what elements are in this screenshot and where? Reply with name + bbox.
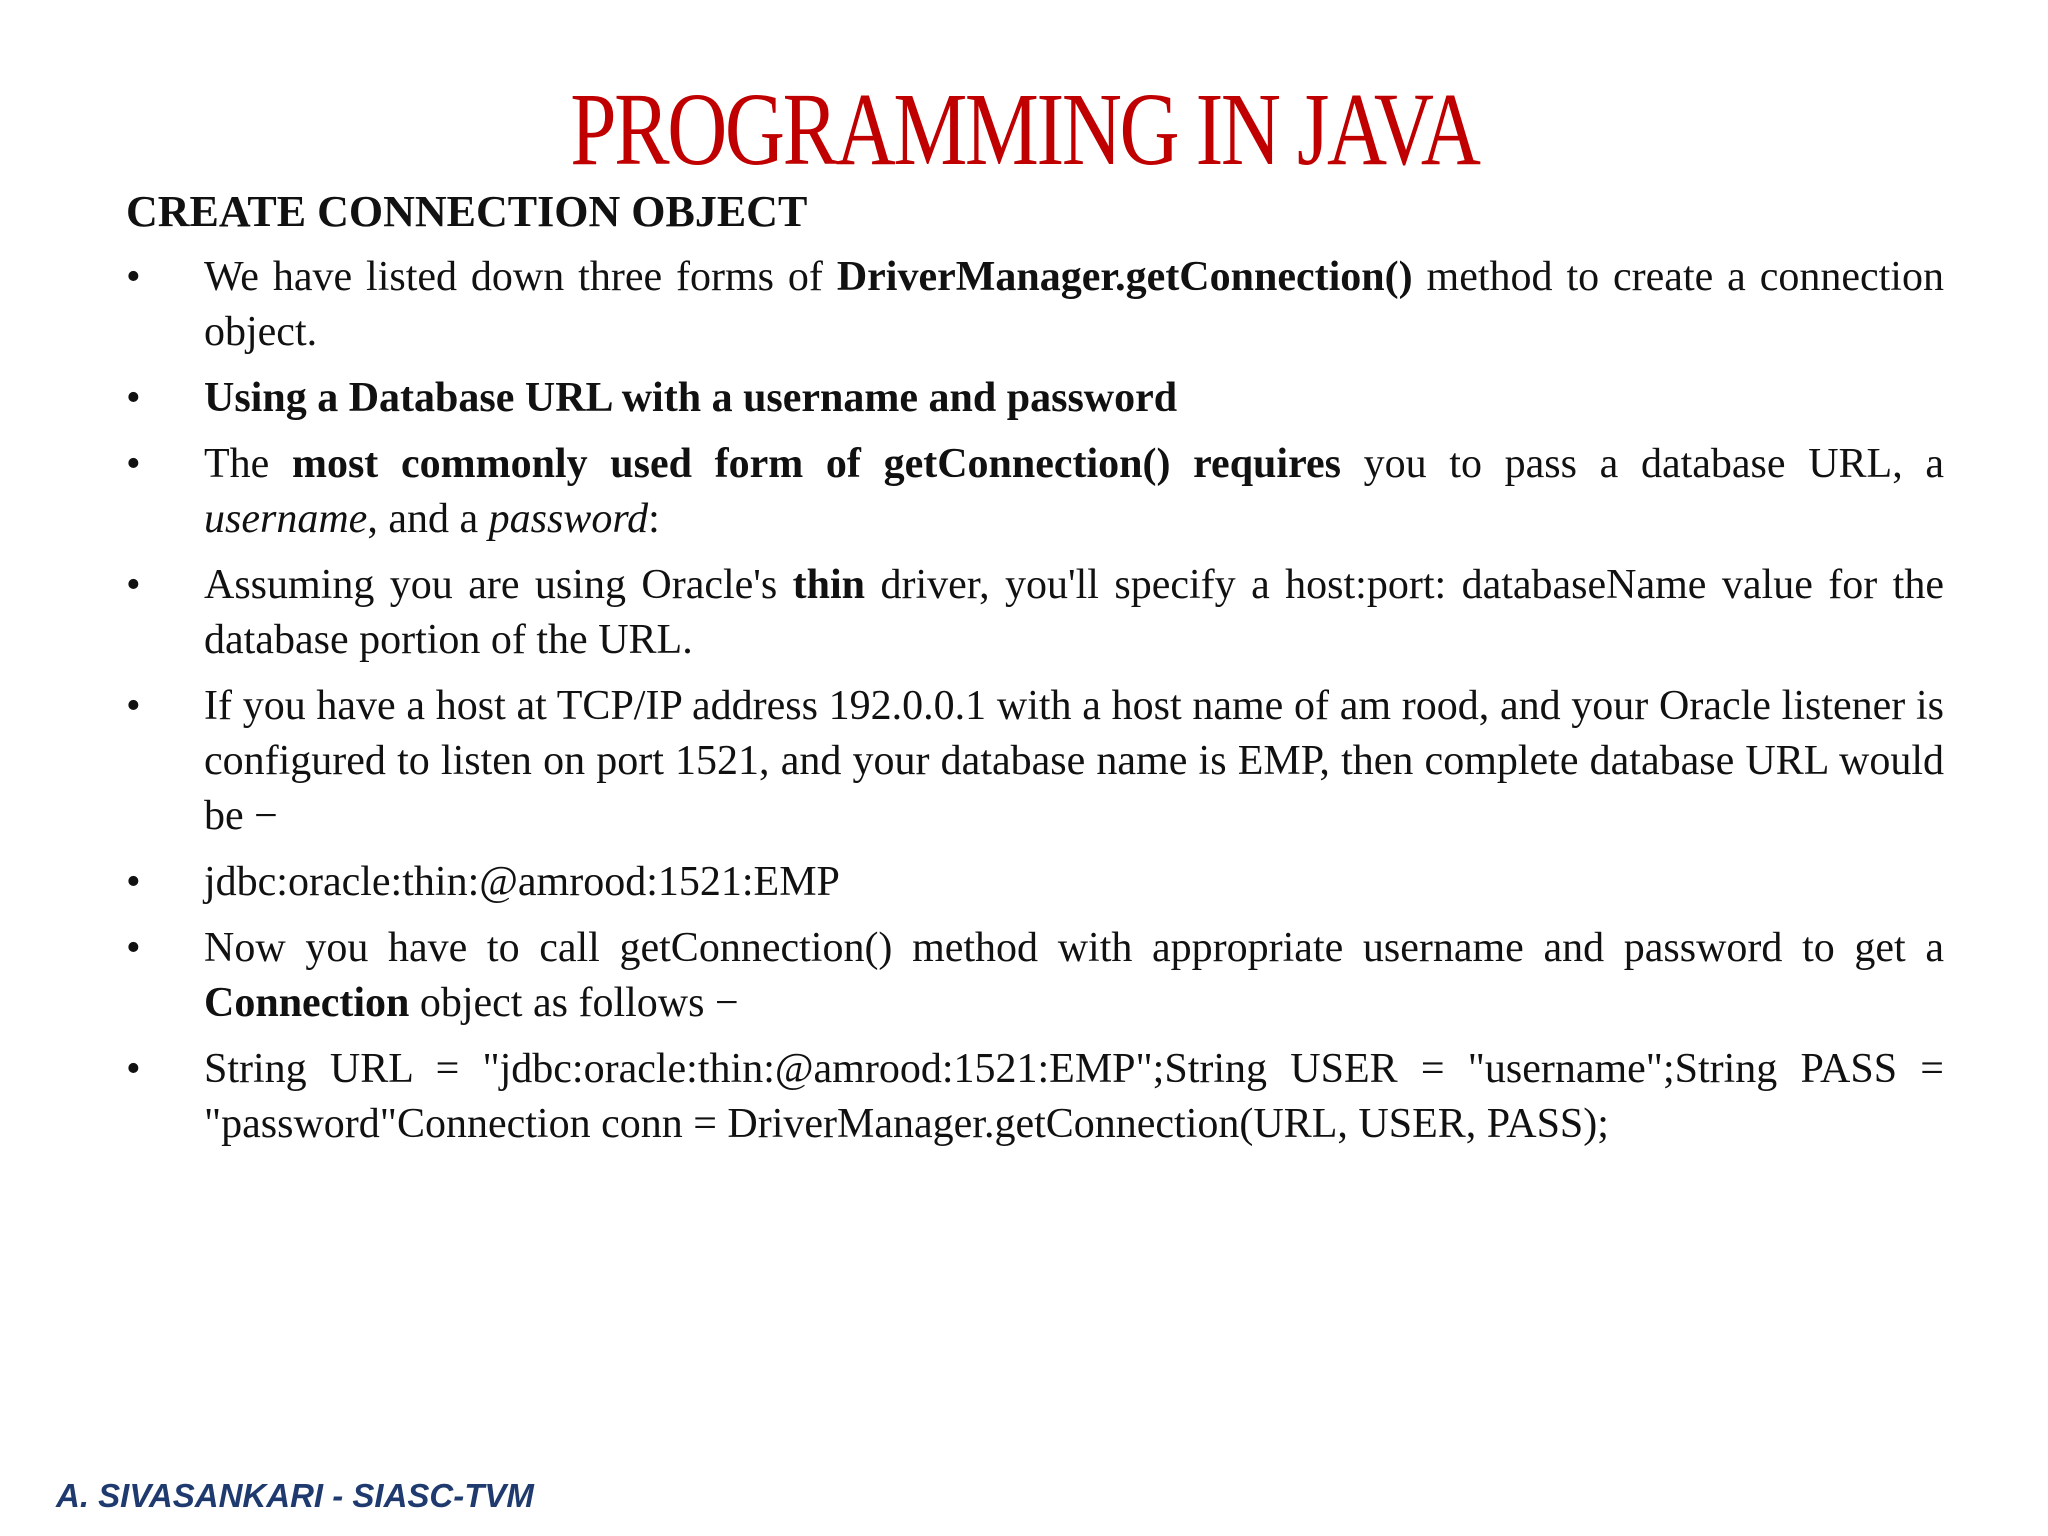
text-run: object as follows − bbox=[409, 980, 739, 1026]
text-run: method to create a connection object. bbox=[204, 254, 1944, 355]
text-run: : bbox=[648, 496, 660, 542]
bullet-icon: • bbox=[126, 562, 141, 608]
bullet-text bbox=[204, 371, 1944, 426]
text-run: The bbox=[204, 441, 292, 487]
bullet-icon: • bbox=[126, 1046, 141, 1092]
list-item bbox=[126, 250, 1944, 360]
bullet-text bbox=[204, 855, 1944, 910]
bullet-icon: • bbox=[126, 375, 141, 421]
text-run: String URL = "jdbc:oracle:thin:@amrood:1521:EMP";String USER = "username";String PASS = "password"Connection conn = DriverManager.getConnection(URL, USER, PASS); bbox=[204, 1046, 1944, 1147]
bullet-list bbox=[126, 250, 1944, 1163]
text-run: Assuming you are using Oracle's bbox=[204, 562, 793, 608]
list-item bbox=[126, 855, 1944, 910]
text-run: jdbc:oracle:thin:@amrood:1521:EMP bbox=[204, 859, 840, 905]
bullet-icon: • bbox=[126, 925, 141, 971]
bold-text: Connection bbox=[204, 980, 410, 1026]
section-heading: CREATE CONNECTION OBJECT bbox=[126, 187, 808, 236]
text-run: driver, you'll specify a host:port: databaseName value for the database portion of the URL. bbox=[204, 562, 1944, 663]
bullet-text bbox=[204, 1042, 1944, 1152]
bullet-icon: • bbox=[126, 254, 141, 300]
bullet-text bbox=[204, 558, 1944, 668]
bullet-text bbox=[204, 437, 1944, 547]
list-item bbox=[126, 437, 1944, 547]
list-item bbox=[126, 921, 1944, 1031]
italic-text: username bbox=[204, 496, 368, 542]
bullet-text bbox=[204, 250, 1944, 360]
bullet-text bbox=[204, 679, 1944, 844]
bullet-icon: • bbox=[126, 683, 141, 729]
bullet-icon: • bbox=[126, 859, 141, 905]
text-run: Now you have to call getConnection() method with appropriate username and password to get a bbox=[204, 925, 1944, 971]
text-run: you to pass a database URL, a bbox=[1340, 441, 1944, 487]
bold-text: DriverManager.getConnection() bbox=[836, 254, 1413, 300]
bold-text: most commonly used form of getConnection() requires bbox=[291, 441, 1341, 487]
bold-text: Using a Database URL with a username and password bbox=[204, 375, 1178, 421]
bold-text: thin bbox=[792, 562, 866, 608]
list-item bbox=[126, 679, 1944, 844]
bullet-text bbox=[204, 921, 1944, 1031]
text-run: , and a bbox=[367, 496, 489, 542]
italic-text: password bbox=[488, 496, 649, 542]
list-item bbox=[126, 1042, 1944, 1152]
text-run: We have listed down three forms of bbox=[204, 254, 837, 300]
list-item bbox=[126, 371, 1944, 426]
footer-author: A. SIVASANKARI - SIASC-TVM bbox=[56, 1477, 534, 1514]
bullet-icon: • bbox=[126, 441, 141, 487]
text-run: If you have a host at TCP/IP address 192.0.0.1 with a host name of am rood, and your Oracle listener is configured to listen on port 1521, and your database name is EMP, then complete database URL would be − bbox=[204, 683, 1944, 839]
slide-title: PROGRAMMING IN JAVA bbox=[570, 72, 1479, 187]
list-item bbox=[126, 558, 1944, 668]
